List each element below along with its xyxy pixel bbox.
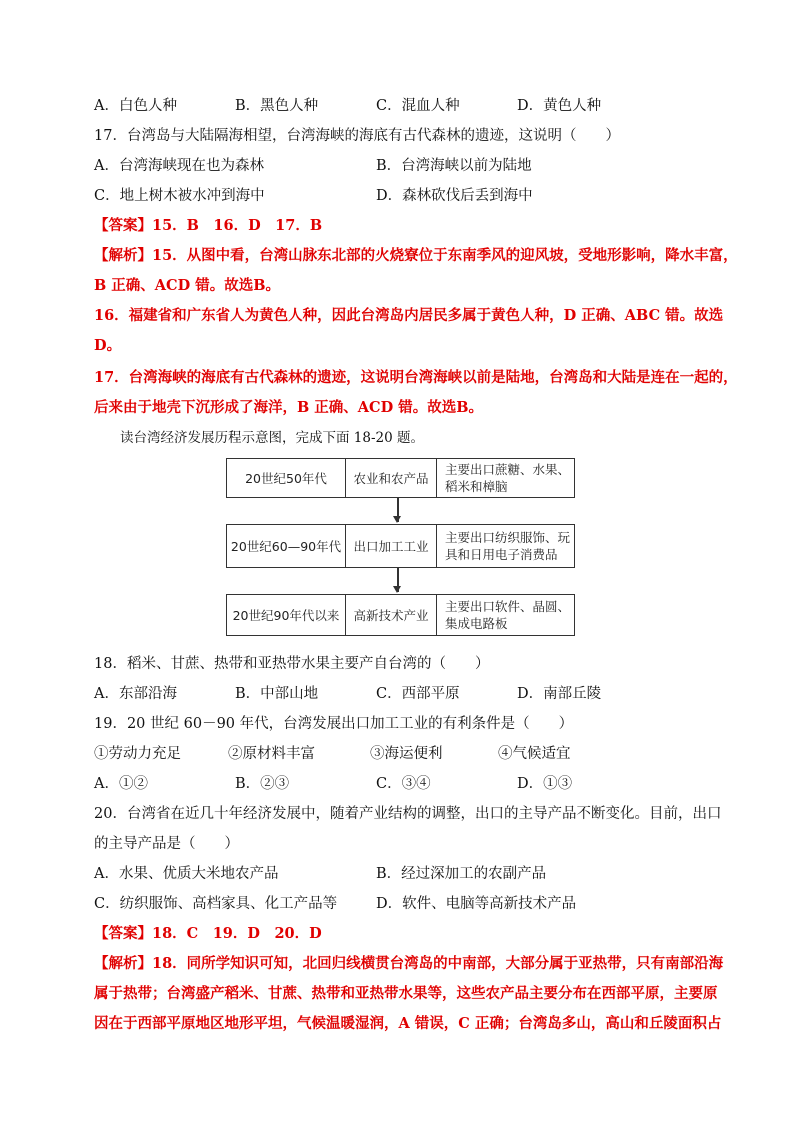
q17-option-a: A．台湾海峡现在也为森林 — [94, 158, 264, 174]
flowchart-period: 20世纪90年代以来 — [227, 595, 346, 635]
analysis-line: 【解析】18．同所学知识可知，北回归线横贯台湾岛的中南部，大部分属于亚热带，只有南部沿海 — [94, 955, 724, 972]
analysis-line: 【解析】15．从图中看，台湾山脉东北部的火烧寮位于东南季风的迎风坡，受地形影响，降水丰富， — [94, 247, 738, 264]
flowchart-row-1990s — [226, 594, 575, 636]
analysis-line: 17．台湾海峡的海底有古代森林的遗迹，这说明台湾海峡以前是陆地，台湾岛和大陆是连在一起的， — [94, 369, 738, 386]
flowchart-industry: 高新技术产业 — [346, 595, 437, 635]
q19-option-a: A．①② — [94, 776, 148, 792]
q18-stem: 18．稻米、甘蔗、热带和亚热带水果主要产自台湾的（ ） — [94, 656, 490, 672]
q19-condition-1: ①劳动力充足 — [94, 746, 181, 762]
q19-conditions — [94, 744, 714, 764]
q19-option-d: D．①③ — [517, 776, 573, 792]
q16-option-c: C．混血人种 — [376, 98, 460, 114]
q20-stem-cont: 的主导产品是（ ） — [94, 836, 239, 852]
flowchart-row-1950s — [226, 458, 575, 498]
answer-18-20: 【答案】18．C 19．D 20．D — [94, 925, 322, 942]
q19-option-b: B．②③ — [235, 776, 290, 792]
q20-option-b: B．经过深加工的农副产品 — [376, 866, 547, 882]
analysis-line: B 正确、ACD 错。故选B。 — [94, 277, 280, 294]
flowchart-period: 20世纪50年代 — [227, 459, 346, 497]
q16-option-d: D．黄色人种 — [517, 98, 602, 114]
q19-condition-3: ③海运便利 — [370, 746, 443, 762]
q18-option-d: D．南部丘陵 — [517, 686, 602, 702]
q20-option-d: D．软件、电脑等高新技术产品 — [376, 896, 577, 912]
flowchart-exports: 主要出口蔗糖、水果、稻米和樟脑 — [445, 462, 571, 494]
analysis-line: 后来由于地壳下沉形成了海洋，B 正确、ACD 错。故选B。 — [94, 399, 483, 416]
q19-option-c: C．③④ — [376, 776, 431, 792]
arrow-down-icon — [397, 498, 399, 522]
flowchart-row-1960s-90s — [226, 524, 575, 568]
q18-options — [94, 684, 714, 704]
q16-option-a: A．白色人种 — [94, 98, 177, 114]
q19-stem: 19．20 世纪 60－90 年代，台湾发展出口加工工业的有利条件是（ ） — [94, 716, 574, 732]
q17-option-d: D．森林砍伐后丢到海中 — [376, 188, 533, 204]
q20-options-row2 — [94, 894, 714, 914]
flowchart-period: 20世纪60—90年代 — [227, 525, 346, 567]
q19-condition-2: ②原材料丰富 — [228, 746, 315, 762]
answer-15-17: 【答案】15．B 16．D 17．B — [94, 217, 323, 234]
analysis-line: 因在于西部平原地区地形平坦，气候温暖湿润，A 错误，C 正确；台湾岛多山，高山和丘陵面积占 — [94, 1015, 722, 1032]
q17-options-row2 — [94, 186, 714, 206]
q16-options — [94, 96, 714, 116]
q18-option-c: C．西部平原 — [376, 686, 460, 702]
q16-option-b: B．黑色人种 — [235, 98, 319, 114]
flowchart-exports: 主要出口纺织服饰、玩具和日用电子消费品 — [445, 530, 571, 562]
q17-stem: 17．台湾岛与大陆隔海相望，台湾海峡的海底有古代森林的遗迹，这说明（ ） — [94, 128, 620, 144]
analysis-line: 16．福建省和广东省人为黄色人种，因此台湾岛内居民多属于黄色人种，D 正确、ABC 错。故选 — [94, 307, 724, 324]
arrow-down-icon — [397, 568, 399, 592]
q20-option-a: A．水果、优质大米地农产品 — [94, 866, 279, 882]
q17-option-c: C．地上树木被水冲到海中 — [94, 188, 265, 204]
q17-options-row1 — [94, 156, 714, 176]
q17-option-b: B．台湾海峡以前为陆地 — [376, 158, 532, 174]
q20-options-row1 — [94, 864, 714, 884]
q18-option-a: A．东部沿海 — [94, 686, 177, 702]
flowchart-exports: 主要出口软件、晶圆、集成电路板 — [445, 599, 571, 631]
q20-stem: 20．台湾省在近几十年经济发展中，随着产业结构的调整，出口的主导产品不断变化。目前，出口 — [94, 806, 722, 822]
flowchart-industry: 出口加工工业 — [346, 525, 437, 567]
q19-options — [94, 774, 714, 794]
q18-option-b: B．中部山地 — [235, 686, 319, 702]
analysis-line: 属于热带；台湾盛产稻米、甘蔗、热带和亚热带水果等，这些农产品主要分布在西部平原，主要原 — [94, 985, 718, 1002]
q19-condition-4: ④气候适宜 — [498, 746, 571, 762]
section-intro: 读台湾经济发展历程示意图，完成下面 18-20 题。 — [120, 430, 424, 446]
q20-option-c: C．纺织服饰、高档家具、化工产品等 — [94, 896, 338, 912]
analysis-line: D。 — [94, 337, 122, 354]
flowchart-industry: 农业和农产品 — [346, 459, 437, 497]
